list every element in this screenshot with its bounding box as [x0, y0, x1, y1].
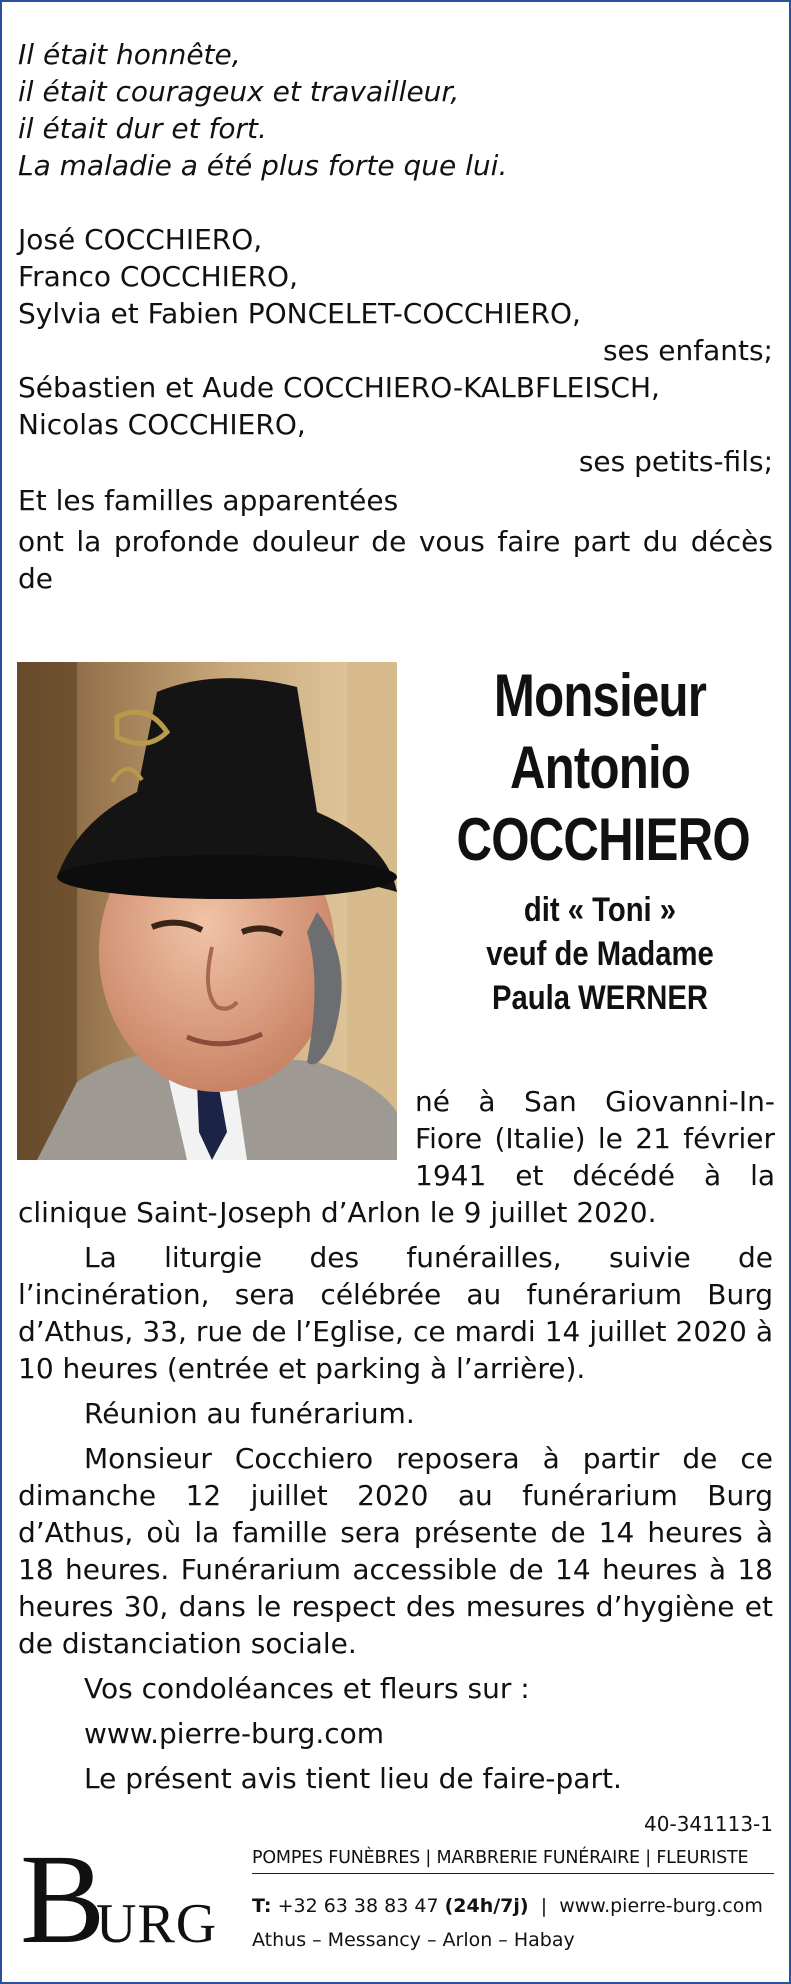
portrait-photo — [17, 662, 397, 1160]
child-name: Sylvia et Fabien PONCELET-COCCHIERO, — [18, 297, 581, 330]
deceased-name-block — [425, 660, 775, 1020]
website-link[interactable]: www.pierre-burg.com — [84, 1717, 385, 1750]
footer-website[interactable]: www.pierre-burg.com — [559, 1895, 763, 1917]
birth-death-continued: clinique Saint-Joseph d’Arlon le 9 juillet 2020. — [18, 1196, 657, 1229]
poem-line: La maladie a été plus forte que lui. — [18, 149, 508, 182]
reference-number: 40-341113-1 — [644, 1812, 773, 1836]
child-name: José COCCHIERO, — [18, 223, 263, 256]
deceased-title: Monsieur — [493, 662, 707, 729]
children-role: ses enfants; — [602, 334, 773, 367]
family-list — [18, 221, 773, 597]
poem-line: il était dur et fort. — [18, 112, 267, 145]
phone-hours: (24h/7j) — [444, 1895, 529, 1917]
phone-label: T: — [252, 1895, 272, 1917]
child-name: Franco COCCHIERO, — [18, 260, 298, 293]
portrait-illustration — [17, 662, 397, 1160]
announcement: ont la profonde douleur de vous faire part du décès de — [18, 525, 773, 595]
logo-letters: URG — [96, 1893, 218, 1955]
poem — [18, 36, 507, 184]
footer-separator: | — [540, 1895, 548, 1917]
footer-towns: Athus – Messancy – Arlon – Habay — [252, 1929, 575, 1951]
widower-line: veuf de Madame — [486, 935, 714, 973]
grandchild-name: Sébastien et Aude COCCHIERO-KALBFLEISCH, — [18, 371, 660, 404]
footer-contact — [252, 1894, 774, 1918]
deceased-last-name: COCCHIERO — [456, 806, 750, 873]
reunion-paragraph: Réunion au funérarium. — [84, 1397, 415, 1430]
liturgy-paragraph: La liturgie des funérailles, suivie de l’incinération, sera célébrée au funérarium Burg d’Athus, 33, rue de l’Eglise, ce mardi 14 juillet 2020 à 10 heures (entrée et parking à l’arrière). — [18, 1241, 773, 1385]
spouse-name: Paula WERNER — [491, 979, 709, 1017]
poem-line: Il était honnête, — [18, 38, 241, 71]
footer-divider — [252, 1873, 774, 1874]
visitation-paragraph: Monsieur Cocchiero reposera à partir de ce dimanche 12 juillet 2020 au funérarium Burg d’Athus, où la famille sera présente de 14 heures à 18 heures. Funérarium accessible de 14 heures à 18 heures 30, dans le respect des mesures d’hygiène et de distanciation sociale. — [18, 1442, 773, 1660]
burg-logo — [18, 1842, 233, 1960]
notice-body — [18, 1194, 773, 1797]
notice-line: Le présent avis tient lieu de faire-part. — [84, 1762, 622, 1795]
birth-death-text: né à San Giovanni-In-Fiore (Italie) le 21 février 1941 et décédé à la — [415, 1085, 775, 1192]
deceased-nickname: dit « Toni » — [523, 891, 677, 929]
phone-number[interactable]: +32 63 38 83 47 — [277, 1895, 439, 1917]
poem-line: il était courageux et travailleur, — [18, 75, 460, 108]
relatives-line: Et les familles apparentées — [18, 484, 399, 517]
footer-services: POMPES FUNÈBRES | MARBRERIE FUNÉRAIRE | FLEURISTE — [252, 1848, 749, 1868]
grandchildren-role: ses petits-fils; — [578, 445, 773, 478]
condolences-line: Vos condoléances et fleurs sur : — [84, 1672, 530, 1705]
logo-letter-b: B — [20, 1842, 106, 1960]
grandchild-name: Nicolas COCCHIERO, — [18, 408, 306, 441]
deceased-first-name: Antonio — [509, 734, 691, 801]
